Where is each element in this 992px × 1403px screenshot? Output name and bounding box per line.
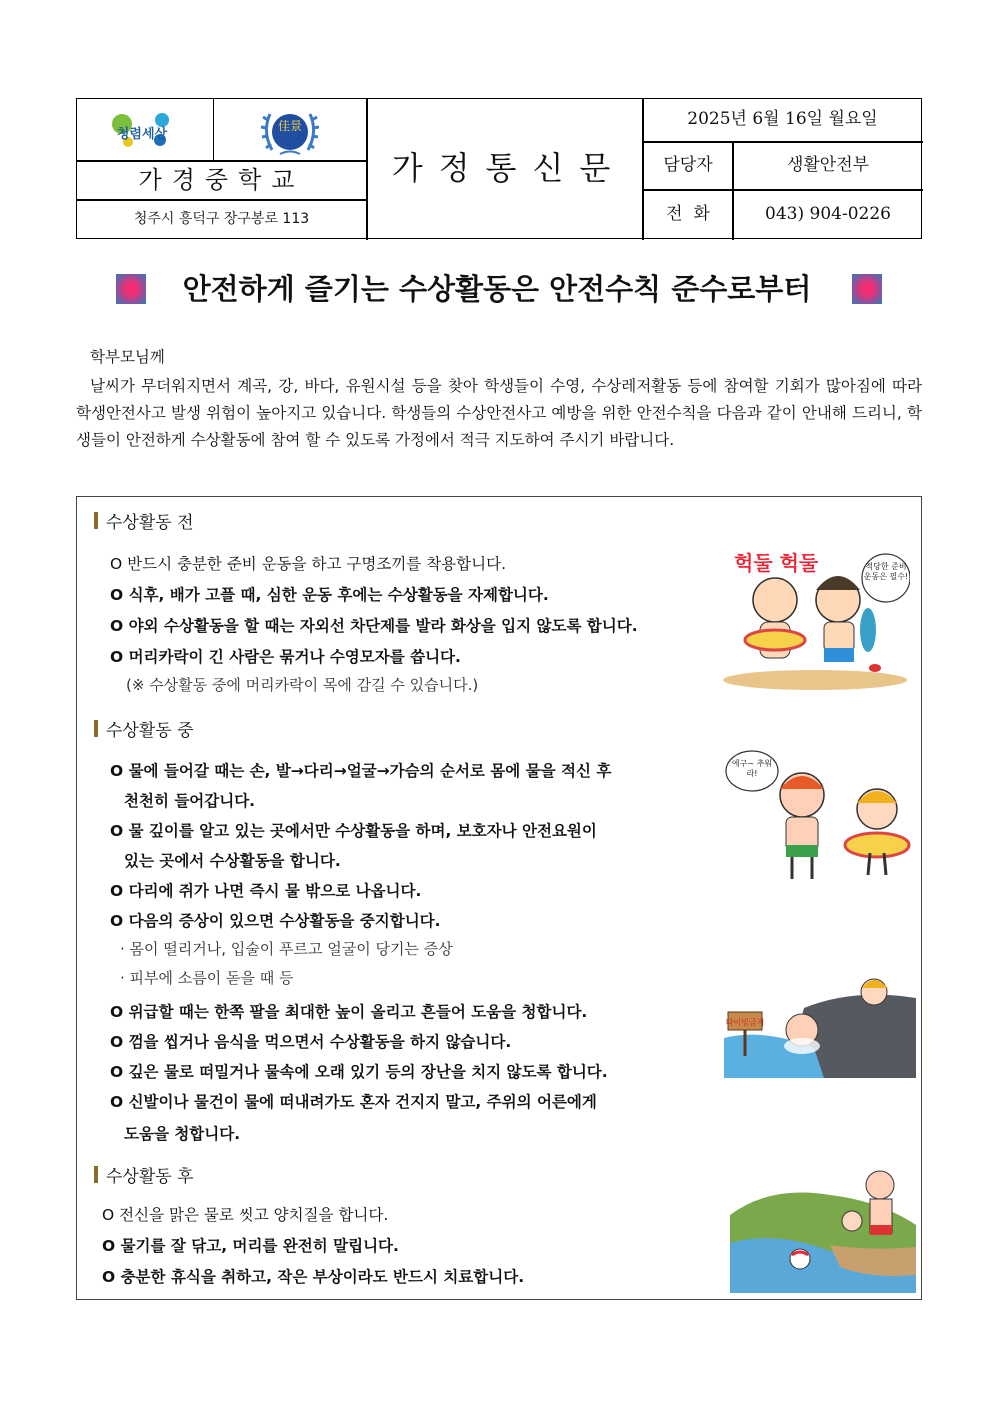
list-item: O 물 깊이를 알고 있는 곳에서만 수상활동을 하며, 보호자나 안전요원이 [110,822,597,840]
list-item: O 식후, 배가 고플 때, 심한 운동 후에는 수상활동을 자제합니다. [110,586,549,604]
greeting: 학부모님께 [90,348,165,366]
date: 2025년 6월 16일 월요일 [687,109,878,129]
list-item: O 야외 수상활동을 할 때는 자외선 차단제를 발라 화상을 입지 않도록 합니다. [110,617,638,635]
warmup-speech-bubble: 적당한 준비 운동은 필수! [863,562,909,581]
list-item: O 다음의 증상이 있으면 수상활동을 중지합니다. [110,912,441,930]
list-item: O 전신을 맑은 물로 씻고 양치질을 합니다. [102,1206,389,1224]
phone-value: 043) 904-0226 [765,204,891,224]
list-item: O 물에 들어갈 때는 손, 발→다리→얼굴→가슴의 순서로 몸에 물을 적신 후 [110,762,612,780]
warmup-cartoon [720,540,910,690]
section-before-heading [94,508,194,533]
list-item: O 반드시 충분한 준비 운동을 하고 구명조끼를 착용합니다. [110,555,506,573]
riverside-cartoon [730,1155,916,1293]
section-during-title: 수상활동 중 [106,721,194,741]
list-subitem: · 피부에 소름이 돋을 때 등 [120,969,294,987]
manager-label: 담당자 [663,155,713,175]
list-subitem: · 몸이 떨리거나, 입술이 푸르고 얼굴이 당기는 증상 [120,940,453,958]
logo2-text: 佳景 [277,119,303,133]
list-item: O 위급할 때는 한쪽 팔을 최대한 높이 올리고 흔들어 도움을 청합니다. [110,1003,588,1021]
school-name: 가경중학교 [138,166,305,194]
section-after-heading [94,1162,194,1187]
page-title: 안전하게 즐기는 수상활동은 안전수칙 준수로부터 [182,272,812,306]
no-diving-sign: 다이빙금지 [725,1018,765,1027]
school-address: 청주시 흥덕구 장구봉로 113 [133,211,310,227]
section-after-title: 수상활동 후 [106,1167,194,1187]
cold-speech-bubble: 에구~ 추워라! [731,759,773,778]
phone-label: 전 화 [666,204,710,224]
paper-title: 가정통신문 [391,149,627,187]
list-item: 천천히 들어갑니다. [124,792,256,810]
diving-cartoon [724,968,916,1078]
cold-cartoon [722,745,917,885]
integrity-logo [108,106,176,156]
intro-body: 날씨가 무더워지면서 계곡, 강, 바다, 유원시설 등을 찾아 학생들이 수영, 수상레저활동 등에 참여할 기회가 많아짐에 따라 학생안전사고 발생 위험이 높아지고 있습니다. 학생들의 수상안전사고 예방을 위한 안전수칙을 다음과 같이 안내해 드리니, 학생들이 안전하게 수상활동에 참여 할 수 있도록 가정에서 적극 지도하여 주시기 바랍니다. [76,377,922,449]
list-item: 있는 곳에서 수상활동을 합니다. [124,852,341,870]
list-item: 도움을 청합니다. [124,1125,241,1143]
title-square-left [116,274,146,304]
cartoon-shout: 헉둘 헉둘 [734,551,819,575]
list-item: O 머리카락이 긴 사람은 묶거나 수영모자를 씁니다. [110,648,461,666]
list-item: O 껌을 씹거나 음식을 먹으면서 수상활동을 하지 않습니다. [110,1033,512,1051]
manager-value: 생활안전부 [786,155,870,175]
title-square-right [852,274,882,304]
list-item: O 신발이나 물건이 물에 떠내려가도 혼자 건지지 말고, 주위의 어른에게 [110,1093,597,1111]
list-item: O 물기를 잘 닦고, 머리를 완전히 말립니다. [102,1237,399,1255]
list-item: O 다리에 쥐가 나면 즉시 물 밖으로 나옵니다. [110,882,422,900]
section-before-title: 수상활동 전 [106,513,194,533]
list-item: O 충분한 휴식을 취하고, 작은 부상이라도 반드시 치료합니다. [102,1268,525,1286]
logo1-text: 청렴세상 [116,127,168,142]
school-emblem [258,104,322,160]
list-note: (※ 수상활동 중에 머리카락이 목에 감길 수 있습니다.) [126,676,479,694]
list-item: O 깊은 물로 떠밀거나 물속에 오래 있기 등의 장난을 치지 않도록 합니다. [110,1063,608,1081]
section-during-heading [94,716,194,741]
